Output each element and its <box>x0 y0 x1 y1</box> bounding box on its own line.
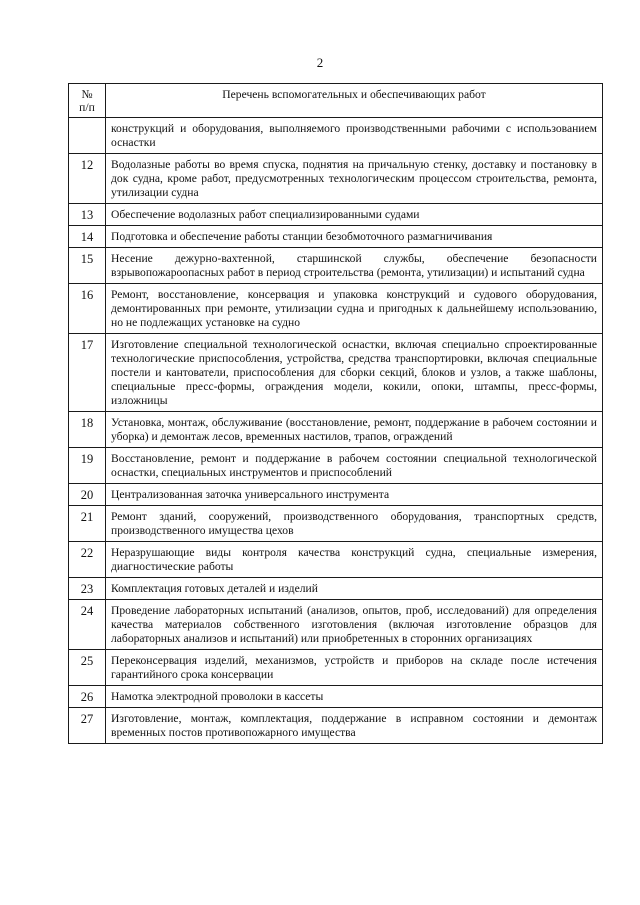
row-description: Ремонт, восстановление, консервация и упаковка конструкций и судового оборудования, демонтированных при ремонте, утилизации судна и пригодных к дальнейшему использованию, но не подлежащих установке на судно <box>106 284 603 334</box>
row-number: 19 <box>69 448 106 484</box>
works-table <box>68 83 603 744</box>
table-row <box>69 284 603 334</box>
row-description: конструкций и оборудования, выполняемого производственными рабочими с использованием оснастки <box>106 118 603 154</box>
row-description: Намотка электродной проволоки в кассеты <box>106 686 603 708</box>
table-row <box>69 334 603 412</box>
table-row <box>69 686 603 708</box>
table-row <box>69 484 603 506</box>
row-number: 14 <box>69 226 106 248</box>
row-description: Ремонт зданий, сооружений, производственного оборудования, транспортных средств, производственного имущества цехов <box>106 506 603 542</box>
table-row <box>69 154 603 204</box>
table-header-row <box>69 84 603 118</box>
column-header-number-line2: п/п <box>79 101 95 114</box>
row-number: 26 <box>69 686 106 708</box>
row-number: 21 <box>69 506 106 542</box>
row-number: 20 <box>69 484 106 506</box>
row-description: Водолазные работы во время спуска, поднятия на причальную стенку, доставку и постановку в док судна, кроме работ, предусмотренных технологическим процессом строительства, ремонта, утилизации судна <box>106 154 603 204</box>
row-number: 13 <box>69 204 106 226</box>
table-row <box>69 412 603 448</box>
row-number <box>69 118 106 154</box>
column-header-description: Перечень вспомогательных и обеспечивающих работ <box>106 84 603 118</box>
column-header-number <box>69 84 106 118</box>
table-row <box>69 248 603 284</box>
row-number: 23 <box>69 578 106 600</box>
row-number: 18 <box>69 412 106 448</box>
row-description: Восстановление, ремонт и поддержание в рабочем состоянии специальной технологической оснастки, специальных инструментов и приспособлений <box>106 448 603 484</box>
table-row <box>69 708 603 744</box>
row-description: Централизованная заточка универсального инструмента <box>106 484 603 506</box>
table-row <box>69 600 603 650</box>
row-number: 25 <box>69 650 106 686</box>
row-number: 22 <box>69 542 106 578</box>
row-description: Несение дежурно-вахтенной, старшинской службы, обеспечение безопасности взрывопожароопасных работ в период строительства (ремонта, утилизации) и испытаний судна <box>106 248 603 284</box>
row-number: 12 <box>69 154 106 204</box>
row-number: 24 <box>69 600 106 650</box>
table-row <box>69 650 603 686</box>
row-description: Изготовление, монтаж, комплектация, поддержание в исправном состоянии и демонтаж временных постов противопожарного имущества <box>106 708 603 744</box>
row-description: Изготовление специальной технологической оснастки, включая специально спроектированные технологические приспособления, устройства, средства транспортировки, включая специальные постели и кантователи, приспособления для сборки секций, блоков и узлов, а также шаблоны, специальные пресс-формы, ограждения модели, кокили, опоки, штампы, пресс-формы, изложницы <box>106 334 603 412</box>
table-row <box>69 506 603 542</box>
row-description: Установка, монтаж, обслуживание (восстановление, ремонт, поддержание в рабочем состоянии и уборка) и демонтаж лесов, временных настилов, трапов, ограждений <box>106 412 603 448</box>
row-number: 16 <box>69 284 106 334</box>
row-description: Обеспечение водолазных работ специализированными судами <box>106 204 603 226</box>
row-description: Переконсервация изделий, механизмов, устройств и приборов на складе после истечения гарантийного срока консервации <box>106 650 603 686</box>
column-header-number-line1: № <box>81 88 93 101</box>
page-number: 2 <box>316 55 324 70</box>
row-number: 15 <box>69 248 106 284</box>
table-row <box>69 542 603 578</box>
row-description: Комплектация готовых деталей и изделий <box>106 578 603 600</box>
table-row <box>69 448 603 484</box>
table-row <box>69 118 603 154</box>
row-number: 27 <box>69 708 106 744</box>
table-row <box>69 578 603 600</box>
row-description: Неразрушающие виды контроля качества конструкций судна, специальные измерения, диагностические работы <box>106 542 603 578</box>
row-description: Проведение лабораторных испытаний (анализов, опытов, проб, исследований) для определения качества материалов собственного изготовления (включая изготовление образцов для лабораторных анализов и испытаний) или приобретенных в сторонних организациях <box>106 600 603 650</box>
row-description: Подготовка и обеспечение работы станции безобмоточного размагничивания <box>106 226 603 248</box>
table-row <box>69 204 603 226</box>
table-row <box>69 226 603 248</box>
row-number: 17 <box>69 334 106 412</box>
